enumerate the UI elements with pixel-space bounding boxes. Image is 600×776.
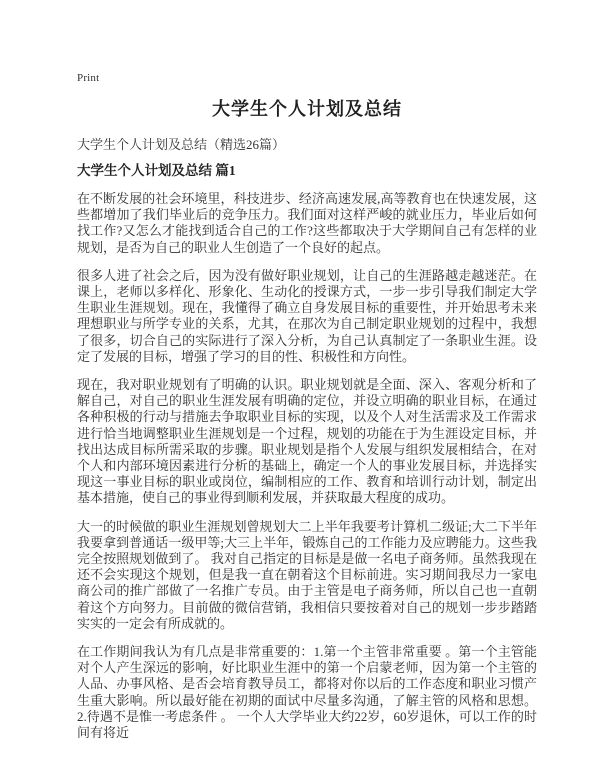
- paragraph-intro: 在不断发展的社会环境里，科技进步、经济高速发展,高等教育也在快速发展，这些都增加了我们毕业后的竞争压力。我们面对这样严峻的就业压力，毕业后如何找工作?又怎么才能找到适合自己的工作?这些都取决于大学期间自己有怎样的业规划，是否为自己的职业人生创造了一个良好的起点。: [77, 191, 537, 255]
- article-subtitle: 大学生个人计划及总结（精选26篇）: [77, 137, 286, 152]
- section-heading-part1: 大学生个人计划及总结 篇1: [77, 163, 236, 178]
- paragraph-work-period-points: 在工作期间我认为有几点是非常重要的：1.第一个主管非常重要 。第一个主管能对个人产生深远的影响，好比职业生涯中的第一个启蒙老师，因为第一个主管的人品、办事风格、是否会培育教导员工，都将对你以后的工作态度和职业习惯产生重大影响。所以最好能在初期的面试中尽量多沟通，了解主管的风格和思想。 2.待遇不是惟一考虑条件 。 一个人大学毕业大约22岁，60岁退休，可以工作的时间有将近: [77, 644, 537, 741]
- paragraph-career-planning-definition: 现在，我对职业规划有了明确的认识。职业规划就是全面、深入、客观分析和了解自己，对自己的职业生涯发展有明确的定位，并设立明确的职业目标，在通过各种积极的行动与措施去争取职业目标的实现，以及个人对生活需求及工作需求进行恰当地调整职业生涯规划是一个过程，规划的功能在于为生涯设定目标，并找出达成目标所需采取的步骤。职业规划是指个人发展与组织发展相结合，在对个人和内部环境因素进行分析的基础上，确定一个人的事业发展目标，并选择实现这一事业目标的职业或岗位，编制相应的工作、教育和培训行动计划，制定出基本措施，使自己的事业得到顺利发展，并获取最大程度的成功。: [77, 377, 537, 506]
- print-link[interactable]: Print: [77, 72, 100, 84]
- paragraph-career-planning-course: 很多人进了社会之后，因为没有做好职业规划，让自己的生涯路越走越迷茫。在课上，老师以多样化、形象化、生动化的授课方式，一步一步引导我们制定大学生职业生涯规划。现在，我懂得了确立自身发展目标的重要性，并开始思考未来理想职业与所学专业的关系，尤其，在那次为自己制定职业规划的过程中，我想了很多，切合自己的实际进行了深入分析，为自己认真制定了一条职业生涯。设定了发展的目标，增强了学习的目的性、积极性和方向性。: [77, 267, 537, 364]
- paragraph-freshman-plan: 大一的时候做的职业生涯规划曾规划大二上半年我要考计算机二级证;大二下半年我要拿到普通话一级甲等;大三上半年，锻炼自己的工作能力及应聘能力。这些我完全按照规划做到了。 我对自己指定的目标是是做一名电子商务师。虽然我现在还不会实现这个规划，但是我一直在朝着这个目标前进。实习期间我尽力一家电商公司的推广部做了一名推广专员。由于主管是电子商务师，所以自己也一直朝着这个方向努力。目前做的微信营销，我相信只要按着对自己的规划一步步踏踏实实的一定会有所成就的。: [77, 518, 537, 631]
- page-title: 大学生个人计划及总结: [212, 99, 402, 119]
